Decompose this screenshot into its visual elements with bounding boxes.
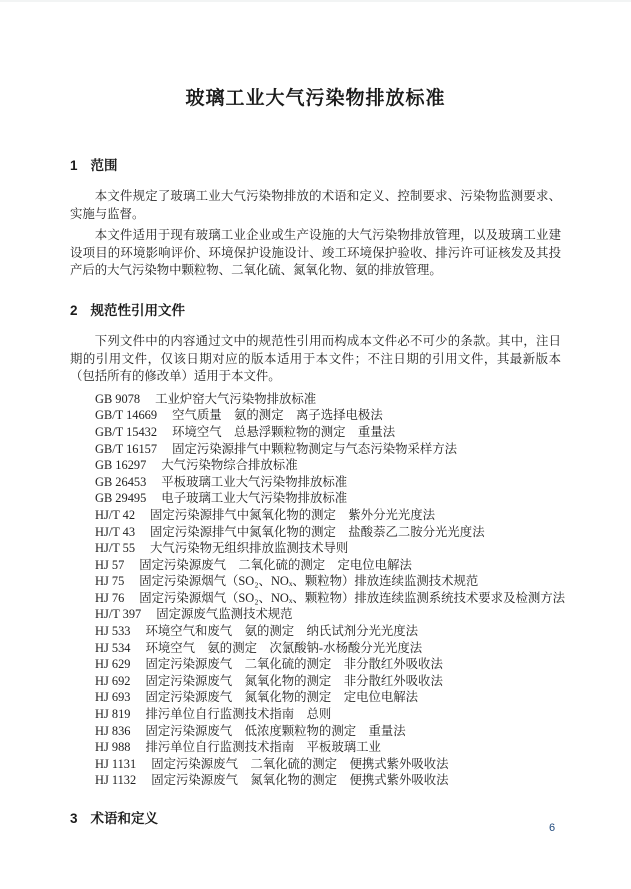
reference-item	[95, 474, 561, 491]
reference-id: GB 16297	[95, 458, 147, 473]
reference-id: HJ 629	[95, 657, 131, 672]
reference-id: HJ/T 397	[95, 607, 142, 622]
reference-list	[70, 391, 566, 789]
reference-title: 排污单位自行监测技术指南 总则	[145, 707, 332, 722]
reference-id: HJ 1132	[95, 773, 137, 788]
reference-id: GB/T 16157	[95, 441, 158, 456]
reference-item	[95, 573, 561, 590]
reference-title: 电子玻璃工业大气污染物排放标准	[161, 491, 348, 506]
reference-id: HJ 693	[95, 690, 131, 705]
reference-item	[95, 706, 561, 723]
reference-id: GB/T 15432	[95, 424, 158, 439]
reference-id: HJ 57	[95, 557, 125, 572]
reference-id: GB/T 14669	[95, 408, 158, 423]
section-1-heading	[70, 157, 561, 175]
reference-item	[95, 723, 561, 740]
reference-item	[95, 640, 561, 657]
reference-title: 环境空气和废气 氨的测定 纳氏试剂分光光度法	[145, 624, 419, 639]
reference-item	[95, 507, 561, 524]
reference-item	[95, 457, 561, 474]
reference-title: 平板玻璃工业大气污染物排放标准	[161, 474, 348, 489]
reference-item	[95, 424, 561, 441]
reference-item	[95, 540, 561, 557]
reference-title: 大气污染物综合排放标准	[161, 458, 298, 473]
reference-id: GB 9078	[95, 391, 141, 406]
reference-title: 空气质量 氨的测定 离子选择电极法	[172, 408, 383, 423]
reference-id: GB 29495	[95, 491, 147, 506]
reference-title: 环境空气 氨的测定 次氯酸钠-水杨酸分光光度法	[145, 640, 423, 655]
reference-title: 固定污染源废气 氮氧化物的测定 定电位电解法	[145, 690, 419, 705]
page-content	[0, 85, 631, 828]
section-2-number: 2	[70, 302, 78, 318]
section-3-heading	[70, 810, 561, 828]
reference-item	[95, 623, 561, 640]
reference-item	[95, 673, 561, 690]
reference-id: HJ 533	[95, 624, 131, 639]
reference-item	[95, 407, 561, 424]
reference-title: 固定污染源废气 二氧化硫的测定 非分散红外吸收法	[145, 657, 443, 672]
reference-title: 固定源废气监测技术规范	[156, 607, 293, 622]
reference-item	[95, 756, 561, 773]
reference-id: HJ 75	[95, 574, 125, 589]
reference-item	[95, 689, 561, 706]
reference-title: 固定污染源废气 二氧化硫的测定 定电位电解法	[139, 557, 412, 572]
reference-id: HJ/T 42	[95, 507, 136, 522]
section-1-paragraph-2: 本文件适用于现有玻璃工业企业或生产设施的大气污染物排放管理，以及玻璃工业建设项目的环境影响评价、环境保护设施设计、竣工环境保护验收、排污许可证核发及其投产后的大气污染物中颗粒物、二氧化硫、氮氧化物、氨的排放管理。	[70, 228, 561, 278]
section-3-title: 术语和定义	[90, 811, 159, 826]
reference-item	[95, 524, 561, 541]
reference-item	[95, 391, 561, 408]
reference-title: 固定污染源烟气（SO₂、NOₓ、颗粒物）排放连续监测技术规范	[139, 574, 479, 589]
reference-title: 固定污染源废气 氮氧化物的测定 便携式紫外吸收法	[151, 773, 449, 788]
section-2-intro-paragraph: 下列文件中的内容通过文中的规范性引用而构成本文件必不可少的条款。其中，注日期的引用文件，仅该日期对应的版本适用于本文件；不注日期的引用文件，其最新版本（包括所有的修改单）适用于本文件。	[70, 333, 561, 384]
reference-id: HJ/T 55	[95, 541, 136, 556]
reference-title: 固定污染源排气中颗粒物测定与气态污染物采样方法	[172, 441, 458, 456]
reference-title: 排污单位自行监测技术指南 平板玻璃工业	[145, 740, 381, 755]
reference-item	[95, 656, 561, 673]
reference-item	[95, 490, 561, 507]
reference-item	[95, 557, 561, 574]
reference-title: 固定污染源排气中氮氧化物的测定 盐酸萘乙二胺分光光度法	[150, 524, 485, 539]
section-3-number: 3	[70, 811, 78, 826]
reference-id: HJ 819	[95, 707, 131, 722]
reference-title: 环境空气 总悬浮颗粒物的测定 重量法	[172, 424, 396, 439]
reference-id: HJ 988	[95, 740, 131, 755]
reference-title: 大气污染物无组织排放监测技术导则	[150, 541, 349, 556]
section-2-title: 规范性引用文件	[90, 302, 186, 318]
section-1-number: 1	[70, 158, 78, 173]
reference-id: HJ 534	[95, 640, 131, 655]
page-title: 玻璃工业大气污染物排放标准	[185, 88, 446, 109]
section-1-title: 范围	[90, 158, 118, 173]
reference-id: HJ/T 43	[95, 524, 136, 539]
reference-id: HJ 76	[95, 590, 125, 605]
reference-item	[95, 606, 561, 623]
reference-title: 固定污染源废气 二氧化硫的测定 便携式紫外吸收法	[151, 756, 449, 771]
reference-item	[95, 590, 566, 607]
reference-id: HJ 836	[95, 723, 131, 738]
reference-item	[95, 441, 561, 458]
reference-id: GB 26453	[95, 474, 147, 489]
section-2-heading	[70, 302, 561, 320]
reference-title: 工业炉窑大气污染物排放标准	[155, 391, 317, 406]
reference-title: 固定污染源废气 氮氧化物的测定 非分散红外吸收法	[145, 673, 443, 688]
reference-id: HJ 692	[95, 673, 131, 688]
section-1-paragraph-1: 本文件规定了玻璃工业大气污染物排放的术语和定义、控制要求、污染物监测要求、实施与监督。	[70, 189, 561, 221]
reference-item	[95, 772, 561, 789]
reference-title: 固定污染源废气 低浓度颗粒物的测定 重量法	[145, 723, 406, 738]
reference-title: 固定污染源排气中氮氧化物的测定 紫外分光光度法	[150, 507, 436, 522]
page-number: 6	[549, 822, 556, 834]
reference-title: 固定污染源烟气（SO₂、NOₓ、颗粒物）排放连续监测系统技术要求及检测方法	[139, 590, 566, 605]
reference-item	[95, 739, 561, 756]
reference-id: HJ 1131	[95, 756, 137, 771]
